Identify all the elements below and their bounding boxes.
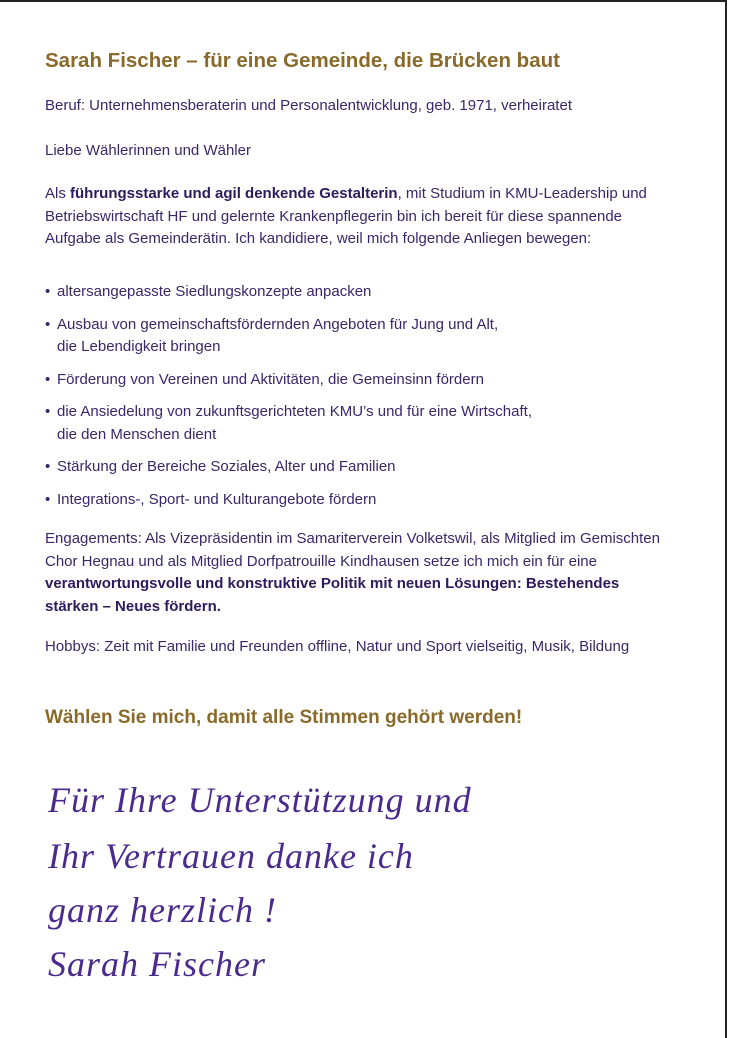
intro-text-rest: , mit Studium in KMU-Leadership und Betriebswirtschaft HF und gelernte Krankenpflegerin bin ich bereit für diese spannende Aufgabe als Gemeinderätin. Ich kandidiere, weil mich folgende Anliegen bewegen: xyxy=(45,185,647,247)
intro-paragraph xyxy=(45,183,675,251)
list-item: • Ausbau von gemeinschaftsfördernden Angeboten für Jung und Alt, die Lebendigkeit bringen xyxy=(45,314,675,359)
engagements-text: Engagements: Als Vizepräsidentin im Samariterverein Volketswil, als Mitglied im Gemischten Chor Hegnau und als Mitglied Dorfpatrouille Kindhausen setze ich mich ein für eine xyxy=(45,530,660,570)
engagements-paragraph xyxy=(45,528,675,618)
intro-bold: führungsstarke und agil denkende Gestalterin xyxy=(70,185,398,202)
handwritten-line: ganz herzlich ! xyxy=(48,890,277,930)
list-item: • altersangepasste Siedlungskonzepte anpacken xyxy=(45,281,675,304)
page-title: Sarah Fischer – für eine Gemeinde, die Brücken baut xyxy=(45,49,560,72)
list-item: • Integrations-, Sport- und Kulturangebote fördern xyxy=(45,489,675,512)
handwritten-line: Ihr Vertrauen danke ich xyxy=(48,836,414,876)
list-item: • Stärkung der Bereiche Soziales, Alter und Familien xyxy=(45,456,675,479)
profession: Beruf: Unternehmensberaterin und Personalentwicklung, geb. 1971, verheiratet xyxy=(45,97,572,114)
handwritten-line: Für Ihre Unterstützung und xyxy=(48,780,472,820)
closing-slogan: Wählen Sie mich, damit alle Stimmen gehört werden! xyxy=(45,707,523,728)
engagements-bold: verantwortungsvolle und konstruktive Politik mit neuen Lösungen: Bestehendes stärken – Neues fördern. xyxy=(45,575,620,615)
list-item: • Förderung von Vereinen und Aktivitäten, die Gemeinsinn fördern xyxy=(45,369,675,392)
hobbies: Hobbys: Zeit mit Familie und Freunden offline, Natur und Sport vielseitig, Musik, Bildung xyxy=(45,638,630,655)
intro-text: Als xyxy=(45,185,71,202)
greeting: Liebe Wählerinnen und Wähler xyxy=(45,142,251,159)
concerns-list xyxy=(45,281,675,511)
handwritten-signature: Sarah Fischer xyxy=(48,944,266,984)
list-item: • die Ansiedelung von zukunftsgerichteten KMU’s und für eine Wirtschaft, die den Menschen dient xyxy=(45,401,675,446)
